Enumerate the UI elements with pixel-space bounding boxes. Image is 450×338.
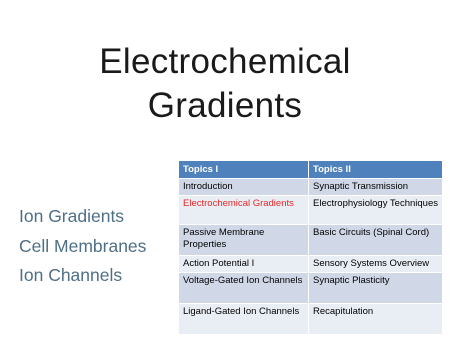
- table-cell: Introduction: [179, 179, 309, 196]
- slide-title: [0, 40, 450, 128]
- table-cell: Recapitulation: [309, 304, 443, 335]
- table-row: [179, 304, 443, 335]
- table-row: [179, 256, 443, 273]
- table-row: [179, 179, 443, 196]
- slide-title-line-1: Electrochemical: [99, 42, 351, 81]
- table-header-row: [179, 161, 443, 179]
- table-header-cell: Topics II: [309, 161, 443, 179]
- bullet-item: Cell Membranes: [19, 235, 147, 256]
- table-cell: Voltage-Gated Ion Channels: [179, 273, 309, 304]
- table-cell: Action Potential I: [179, 256, 309, 273]
- table-cell: Sensory Systems Overview: [309, 256, 443, 273]
- table-cell: Passive Membrane Properties: [179, 225, 309, 256]
- table-cell: Basic Circuits (Spinal Cord): [309, 225, 443, 256]
- slide-title-line-2: Gradients: [147, 86, 303, 125]
- bullet-item: Ion Gradients: [19, 206, 125, 226]
- bullet-item: Ion Channels: [19, 265, 123, 285]
- table-cell: Ligand-Gated Ion Channels: [179, 304, 309, 335]
- table-cell: Synaptic Plasticity: [309, 273, 443, 304]
- topics-table: [178, 160, 443, 335]
- table-cell: Synaptic Transmission: [309, 179, 443, 196]
- bullet-list: [19, 202, 146, 291]
- table-row: [179, 273, 443, 304]
- table-cell-current-topic: Electrochemical Gradients: [179, 196, 309, 225]
- table-header-cell: Topics I: [179, 161, 309, 179]
- table-row: [179, 225, 443, 256]
- table-row: [179, 196, 443, 225]
- table-cell: Electrophysiology Techniques: [309, 196, 443, 225]
